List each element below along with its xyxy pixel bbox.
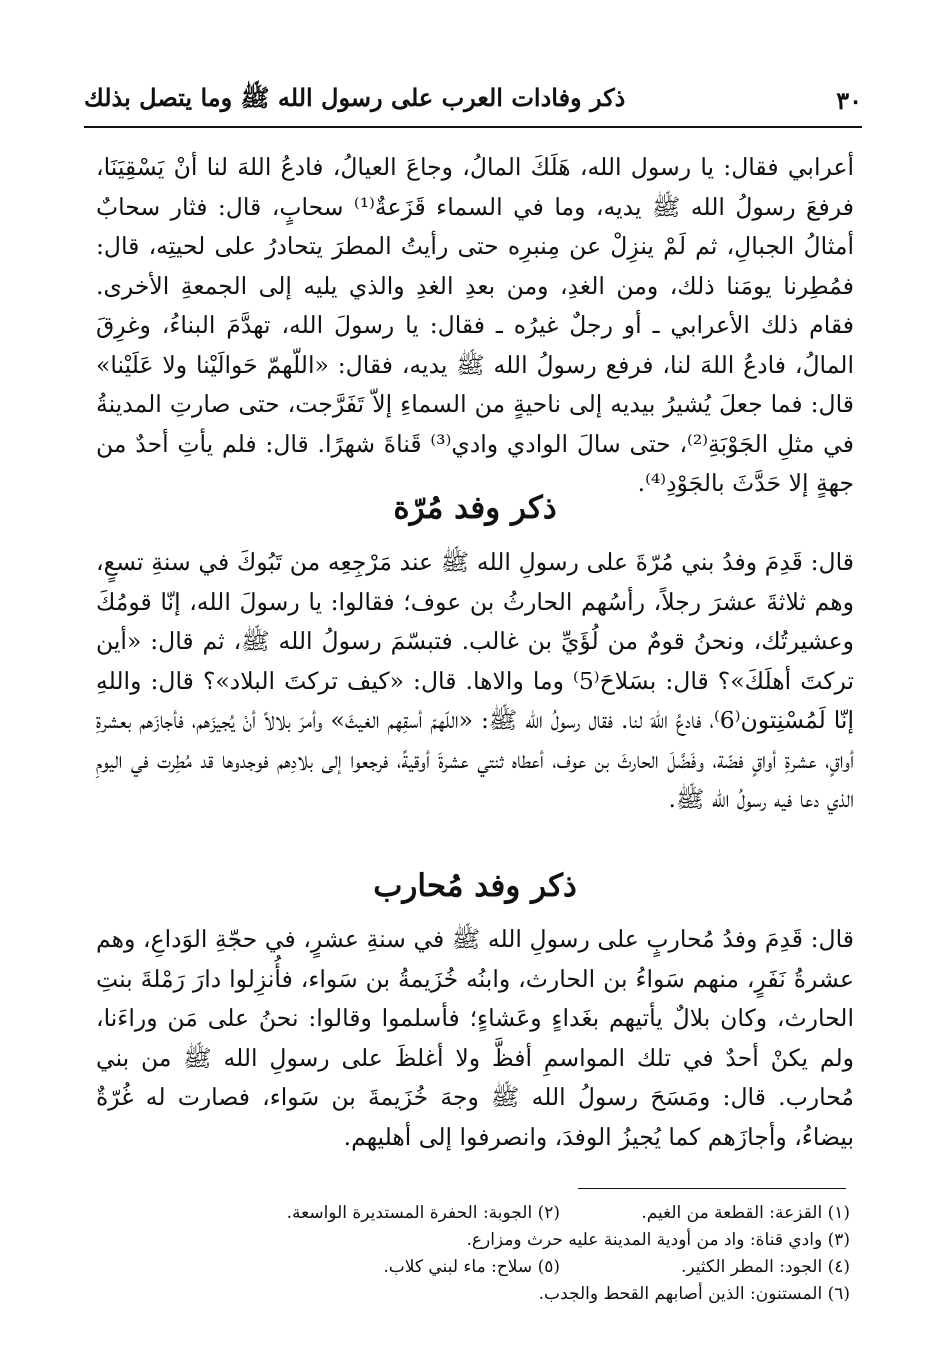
- section-heading-murra: ذكر وفد مُرّة: [393, 490, 557, 526]
- page-number: ٣٠: [836, 85, 862, 115]
- footnotes: [100, 1200, 850, 1308]
- footnote-row: [100, 1200, 850, 1227]
- muharib-paragraph: قال: قَدِمَ وفدُ مُحاربٍ على رسولِ الله ﷺ في سنةِ عشرٍ، في حجّةِ الوَداعِ، وهم عشرةُ نَفَرٍ، منهم سَواءُ بن الحارث، وابنُه خُزَيمةُ بن سَواء، فأُنزِلوا دارَ رَمْلةَ بنتِ الحارث، وكان بلالٌ يأتيهم بغَداءٍ وعَشاءٍ؛ فأسلموا وقالوا: نحنُ على مَن وراءَنا، ولم يكنْ أحدٌ في تلك المواسمِ أفظَّ ولا أغلظَ على رسولِ الله ﷺ من بني مُحارب. قال: ومَسَحَ رسولُ الله ﷺ وجهَ خُزَيمةَ بن سَواء، فصارت له غُرّةٌ بيضاءُ، وأجازَهم كما يُجيزُ الوفدَ، وانصرفوا إلى أهليهم.: [96, 925, 854, 1151]
- footnote-row: [100, 1227, 850, 1254]
- section-heading-muharib: ذكر وفد مُحارب: [373, 868, 577, 904]
- footnote-1: (١) القزعة: القطعة من الغيم.: [641, 1203, 850, 1223]
- running-title: ذكر وفادات العرب على رسول الله ﷺ وما يتصل بذلك: [84, 82, 626, 112]
- header-divider: [84, 126, 862, 128]
- murra-paragraph: قال: قَدِمَ وفدُ بني مُرّةَ على رسولِ الله ﷺ عند مَرْجِعِه من تَبُوكَ في سنةِ تسعٍ، وهم ثلاثةَ عشرَ رجلاً، رأسُهم الحارثُ بن عوف؛ فقالوا: يا رسولَ الله، إنّا قومُكَ وعشيرتُك، ونحنُ قومٌ من لُؤَيِّ بن غالب. فتبسّمَ رسولُ الله ﷺ، ثم قال: «أين تركتَ أهلَكَ»؟ قال: بسَلاحَ⁽5⁾ وما والاها. قال: «كيف تركتَ البلاد»؟ قال: واللهِ إنّا لَمُسْنِتون⁽6⁾، فادعُ اللهَ لنا. فقال رسولُ الله ﷺ: «اللّهمّ أسقِهم الغيثَ» وأمرَ بلالاً أنْ يُجيزَهم، فأجازَهم بعشرةِ أواقٍ، عشرةِ أواقٍ فضّة، وفَضَّلَ الحارثَ بن عوف، أعطاه ثنتي عشرةَ أوقيةً، فرجعوا إلى بلادِهم فوجدوها قد مُطِرت في اليومِ الذي دعا فيه رسولُ الله ﷺ.: [96, 548, 855, 813]
- section-body-muharib: [96, 920, 854, 1157]
- footnote-2: (٢) الجوبة: الحفرة المستديرة الواسعة.: [286, 1203, 560, 1223]
- footnote-6: (٦) المستنون: الذين أصابهم القحط والجدب.: [538, 1284, 850, 1304]
- footnote-5: (٥) سلاح: ماء لبني كلاب.: [383, 1257, 560, 1277]
- footnote-row: [100, 1254, 850, 1281]
- intro-text: [96, 148, 854, 504]
- page-header: [84, 78, 862, 122]
- section-body-murra: [96, 543, 854, 820]
- footnote-divider: [578, 1188, 846, 1189]
- footnote-4: (٤) الجود: المطر الكثير.: [681, 1257, 850, 1277]
- footnote-empty: [100, 1281, 560, 1308]
- intro-paragraph: أعرابي فقال: يا رسول الله، هَلَكَ المالُ، وجاعَ العيالُ، فادعُ اللهَ لنا أنْ يَسْقِيَنَا، فرفعَ رسولُ الله ﷺ يديه، وما في السماء قَزَعةٌ⁽¹⁾ سحابٍ، قال: فثار سحابٌ أمثالُ الجبالِ، ثم لَمْ ينزِلْ عن مِنبرِه حتى رأيتُ المطرَ يتحادرُ على لحيتِه، قال: فمُطِرنا يومَنا ذلك، ومن الغدِ، ومن بعدِ الغدِ والذي يليه إلى الجمعةِ الأخرى. فقام ذلك الأعرابي ـ أو رجلٌ غيرُه ـ فقال: يا رسولَ الله، تهدَّمَ البناءُ، وغرِقَ المالُ، فادعُ اللهَ لنا، فرفع رسولُ الله ﷺ يديه، فقال: «اللّهمّ حَوالَيْنا ولا عَلَيْنا» قال: فما جعلَ يُشيرُ بيديه إلى ناحيةٍ من السماءِ إلاّ تَفَرَّجت، حتى صارتِ المدينةُ في مثلِ الجَوْبَةِ⁽²⁾، حتى سالَ الوادي وادي⁽³⁾ قَناةَ شهرًا. قال: فلم يأتِ أحدٌ من جهةٍ إلا حَدَّثَ بالجَوْدِ⁽⁴⁾.: [96, 153, 855, 497]
- footnote-empty: [100, 1227, 560, 1254]
- footnote-3: (٣) وادي قناة: واد من أودية المدينة عليه حرث ومزارع.: [466, 1230, 850, 1250]
- footnote-row: [100, 1281, 850, 1308]
